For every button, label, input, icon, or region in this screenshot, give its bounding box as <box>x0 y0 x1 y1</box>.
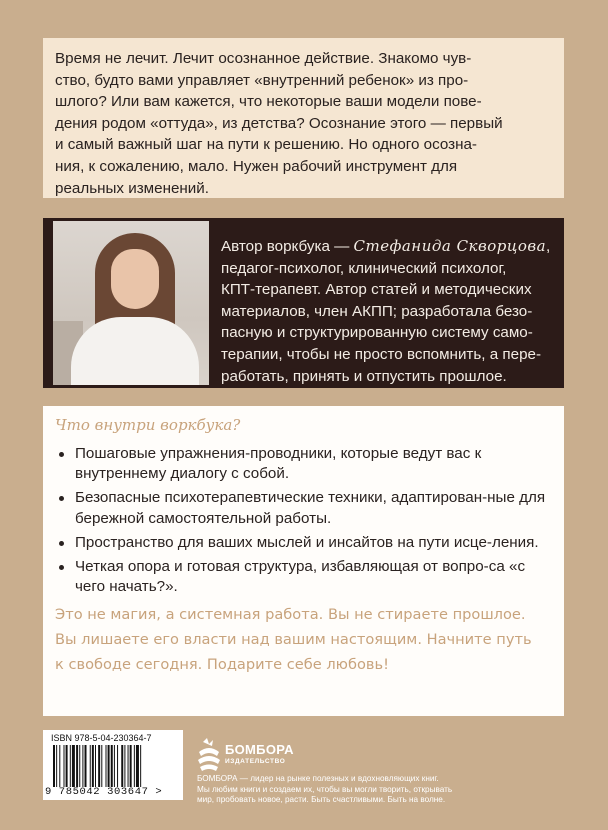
author-signature: Стефанида Скворцова <box>353 237 547 255</box>
bullet-item: Четкая опора и готовая структура, избавляющая от вопро-са «с чего начать?». <box>57 557 553 597</box>
publisher-name: БОМБОРА <box>225 742 294 757</box>
bullet-item: Пространство для ваших мыслей и инсайтов на пути исце-ления. <box>57 533 553 553</box>
intro-line: и самый важный шаг на пути к решению. Но одного осозна- <box>55 136 477 154</box>
intro-block <box>43 38 564 198</box>
author-block <box>43 218 564 388</box>
bullet-dot-icon <box>59 452 64 457</box>
author-suffix: , <box>546 238 551 255</box>
author-photo <box>53 221 209 385</box>
author-prefix: Автор воркбука — <box>221 238 354 255</box>
author-line: педагог-психолог, клинический психолог, <box>221 259 507 277</box>
author-first-line <box>221 236 561 258</box>
intro-line: ство, будто вами управляет «внутренний ребенок» из про- <box>55 71 469 89</box>
closing-line: Вы лишаете его власти над вашим настоящим. Начните путь <box>55 631 532 648</box>
intro-line: реальных изменений. <box>55 179 209 197</box>
author-bio <box>221 236 561 387</box>
intro-line: шлого? Или вам кажется, что некоторые ваши модели пове- <box>55 93 482 111</box>
bullet-list <box>57 444 553 601</box>
inside-block <box>43 406 564 716</box>
author-line: работать, принять и отпустить прошлое. <box>221 367 507 385</box>
intro-line: дения родом «оттуда», из детства? Осознание этого — первый <box>55 114 503 132</box>
bombora-logo-icon <box>197 738 221 772</box>
intro-line: Время не лечит. Лечит осознанное действие. Знакомо чув- <box>55 50 472 67</box>
bullet-dot-icon <box>59 565 64 570</box>
bullet-dot-icon <box>59 496 64 501</box>
barcode-bars <box>53 745 175 787</box>
author-line: пасную и структурированную систему само- <box>221 324 533 342</box>
bullet-dot-icon <box>59 541 64 546</box>
publisher-logo <box>197 736 337 776</box>
inside-title: Что внутри воркбука? <box>55 416 241 434</box>
bullet-item: Безопасные психотерапевтические техники, адаптирован-ные для бережной самостоятельной работы. <box>57 488 553 528</box>
blurb-line: Мы любим книги и создаем их, чтобы вы могли творить, открывать <box>197 784 453 794</box>
closing-text <box>55 602 555 677</box>
publisher-blurb <box>197 774 457 806</box>
barcode <box>43 730 183 800</box>
blurb-line: мир, пробовать новое, расти. Быть счастливыми. Быть на волне. <box>197 795 446 804</box>
blurb-line: БОМБОРА — лидер на рынке полезных и вдохновляющих книг. <box>197 774 439 783</box>
intro-line: ния, к сожалению, мало. Нужен рабочий инструмент для <box>55 157 458 175</box>
closing-line: к свободе сегодня. Подарите себе любовь! <box>55 656 389 673</box>
author-line: КПТ-терапевт. Автор статей и методических <box>221 281 532 299</box>
publisher-subtitle: ИЗДАТЕЛЬСТВО <box>225 758 286 765</box>
closing-line: Это не магия, а системная работа. Вы не стираете прошлое. <box>55 606 526 623</box>
isbn-label: ISBN 978-5-04-230364-7 <box>51 733 152 743</box>
author-line: материалов, член АКПП; разработала безо- <box>221 302 533 320</box>
barcode-number: 9 785042 303647 > <box>45 786 163 798</box>
bullet-item: Пошаговые упражнения-проводники, которые ведут вас к внутреннему диалогу с собой. <box>57 444 553 484</box>
author-line: терапии, чтобы не просто вспомнить, а пере- <box>221 345 542 363</box>
